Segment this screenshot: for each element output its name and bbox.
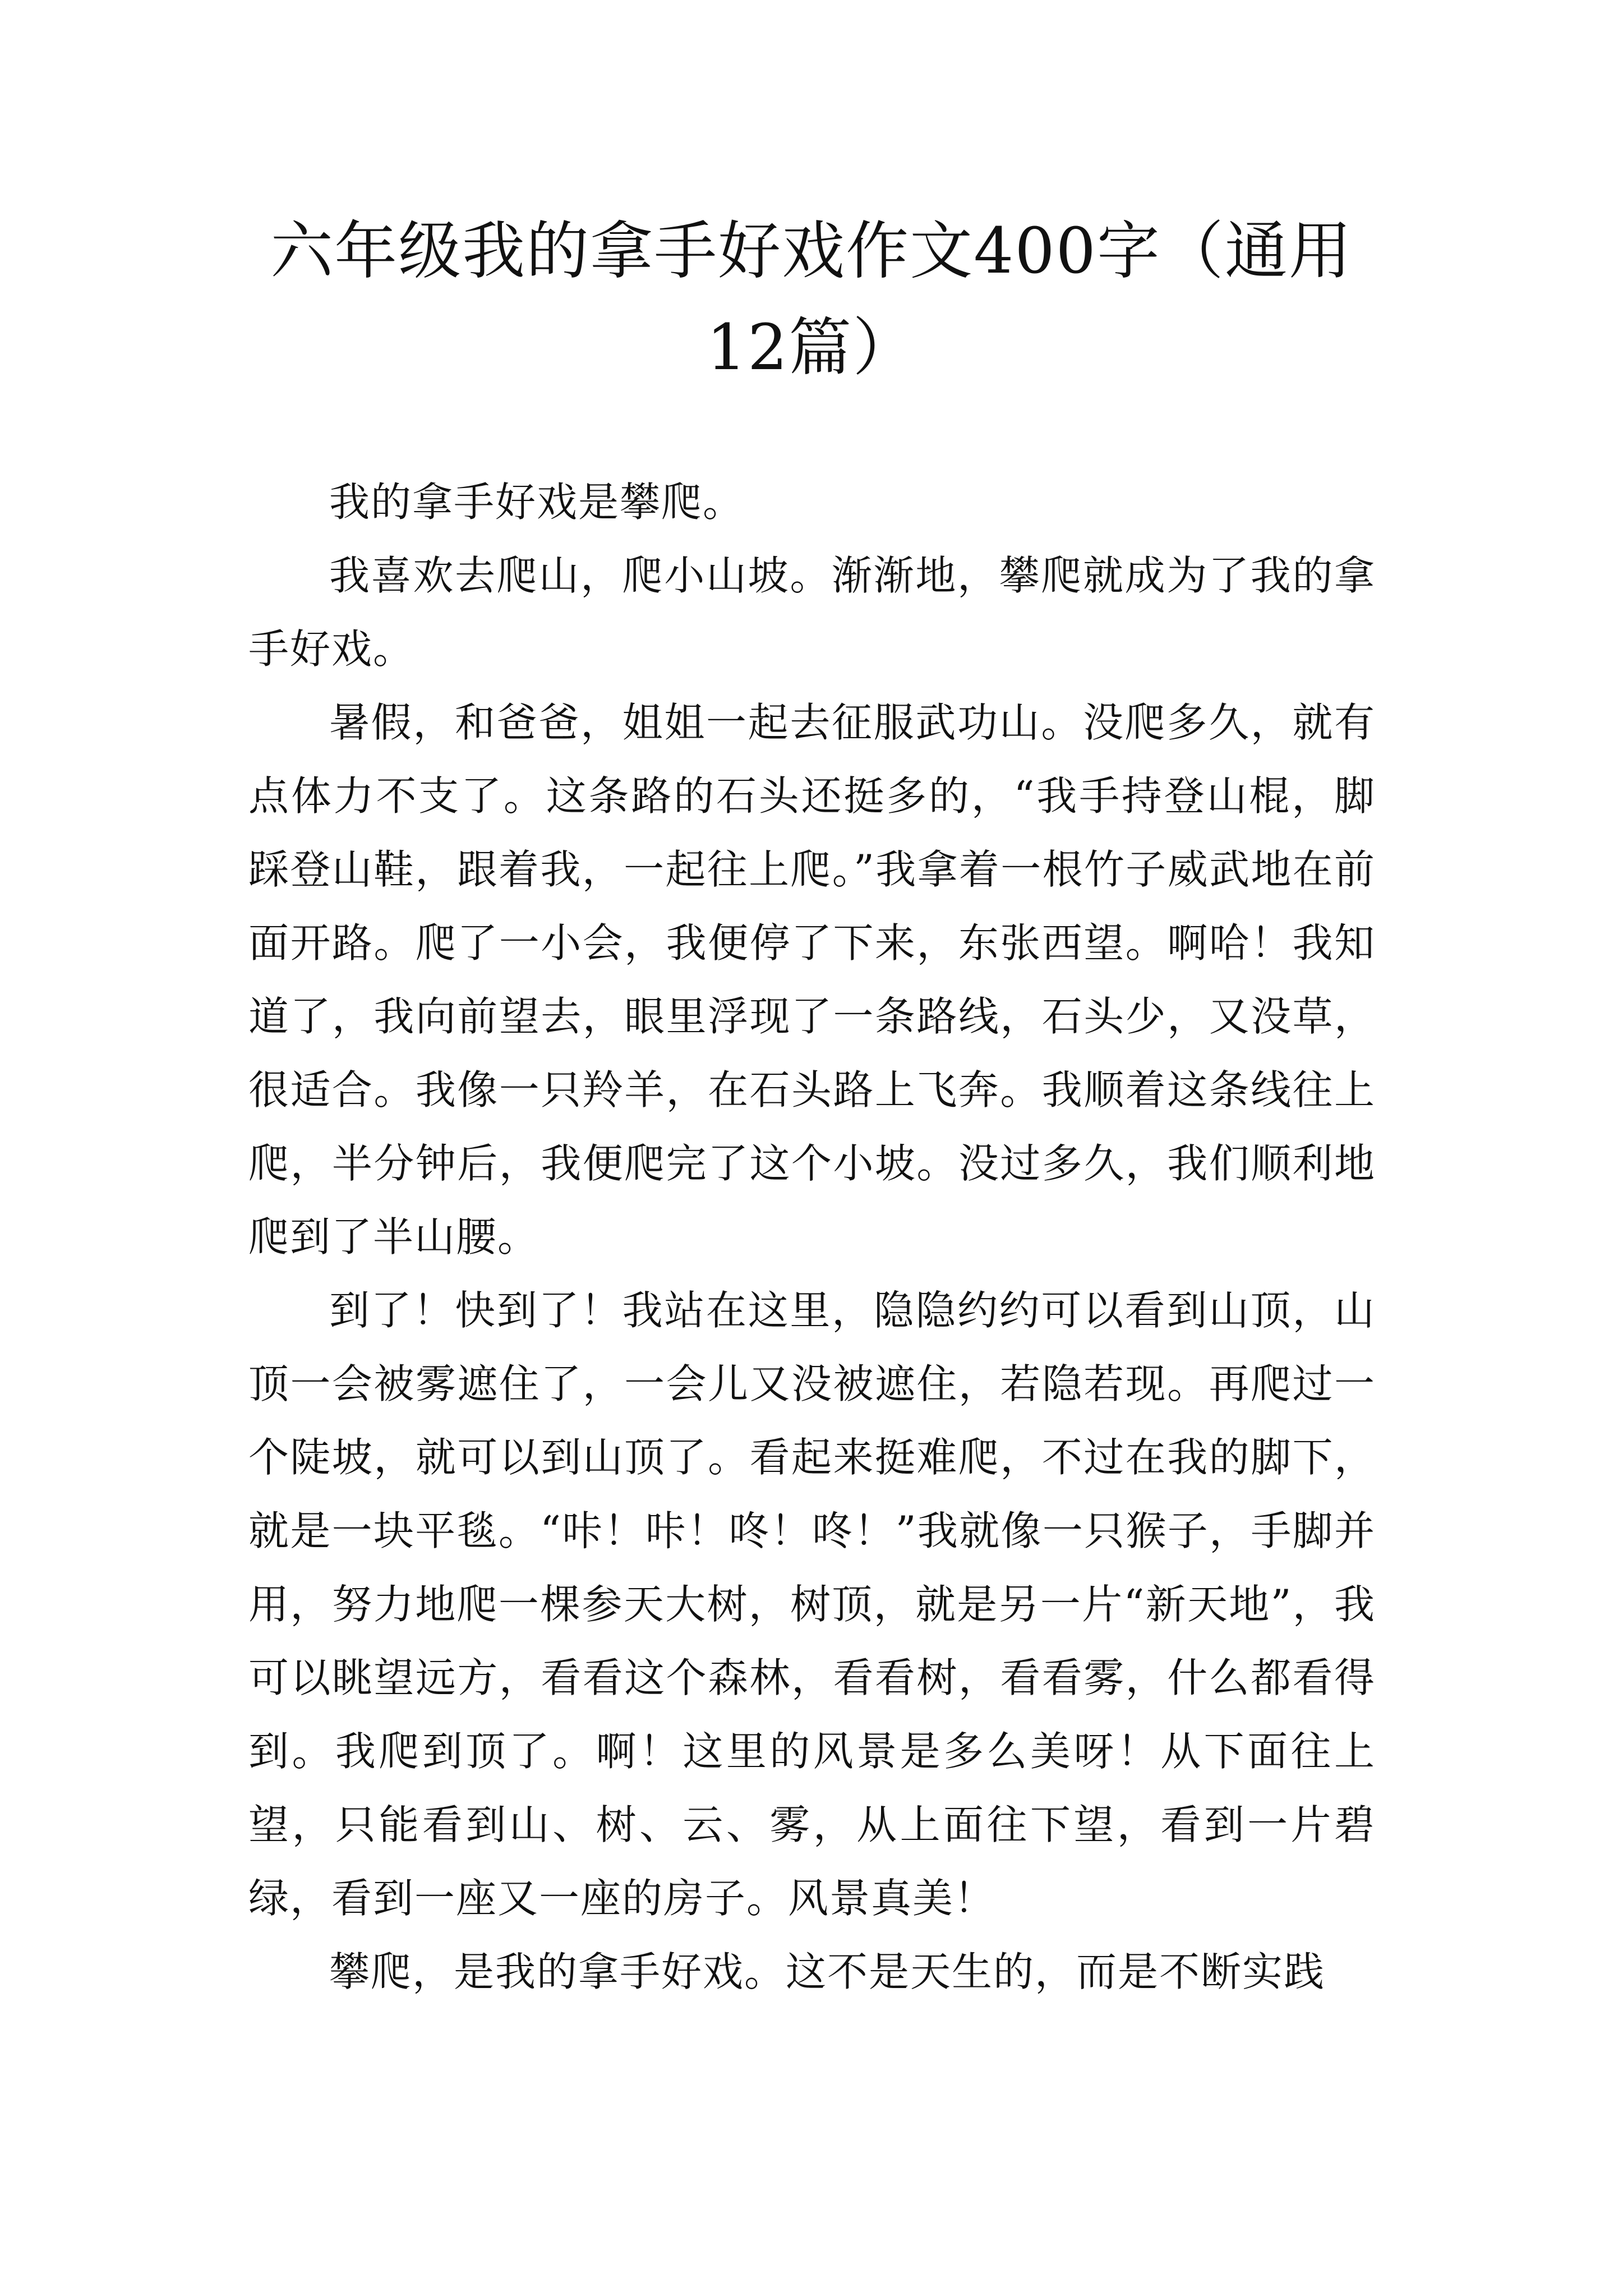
paragraph-4: 到了！快到了！我站在这里，隐隐约约可以看到山顶，山顶一会被雾遮住了，一会儿又没被遮住，若隐若现。再爬过一个陡坡，就可以到山顶了。看起来挺难爬，不过在我的脚下，就是一块平毯。“咔！咔！咚！咚！”我就像一只猴子，手脚并用，努力地爬一棵参天大树，树顶，就是另一片“新天地”，我可以眺望远方，看看这个森林，看看树，看看雾，什么都看得到。我爬到顶了。啊！这里的风景是多么美呀！从下面往上望，只能看到山、树、云、雾，从上面往下望，看到一片碧绿，看到一座又一座的房子。风景真美！: [248, 1287, 1376, 1922]
paragraph-5: 攀爬，是我的拿手好戏。这不是天生的，而是不断实践: [329, 1948, 1326, 1995]
paragraph-3: 暑假，和爸爸，姐姐一起去征服武功山。没爬多久，就有点体力不支了。这条路的石头还挺多的，“我手持登山棍，脚踩登山鞋，跟着我，一起往上爬。”我拿着一根竹子威武地在前面开路。爬了一小会，我便停了下来，东张西望。啊哈！我知道了，我向前望去，眼里浮现了一条路线，石头少，又没草，很适合。我像一只羚羊，在石头路上飞奔。我顺着这条线往上爬，半分钟后，我便爬完了这个小坡。没过多久，我们顺利地爬到了半山腰。: [248, 699, 1376, 1260]
document-title: 六年级我的拿手好戏作文400字（通用12篇）: [270, 215, 1353, 384]
paragraph-1: 我的拿手好戏是攀爬。: [329, 478, 745, 526]
document-body: [248, 466, 1376, 2009]
paragraph-2: 我喜欢去爬山，爬小山坡。渐渐地，攀爬就成为了我的拿手好戏。: [248, 552, 1376, 673]
